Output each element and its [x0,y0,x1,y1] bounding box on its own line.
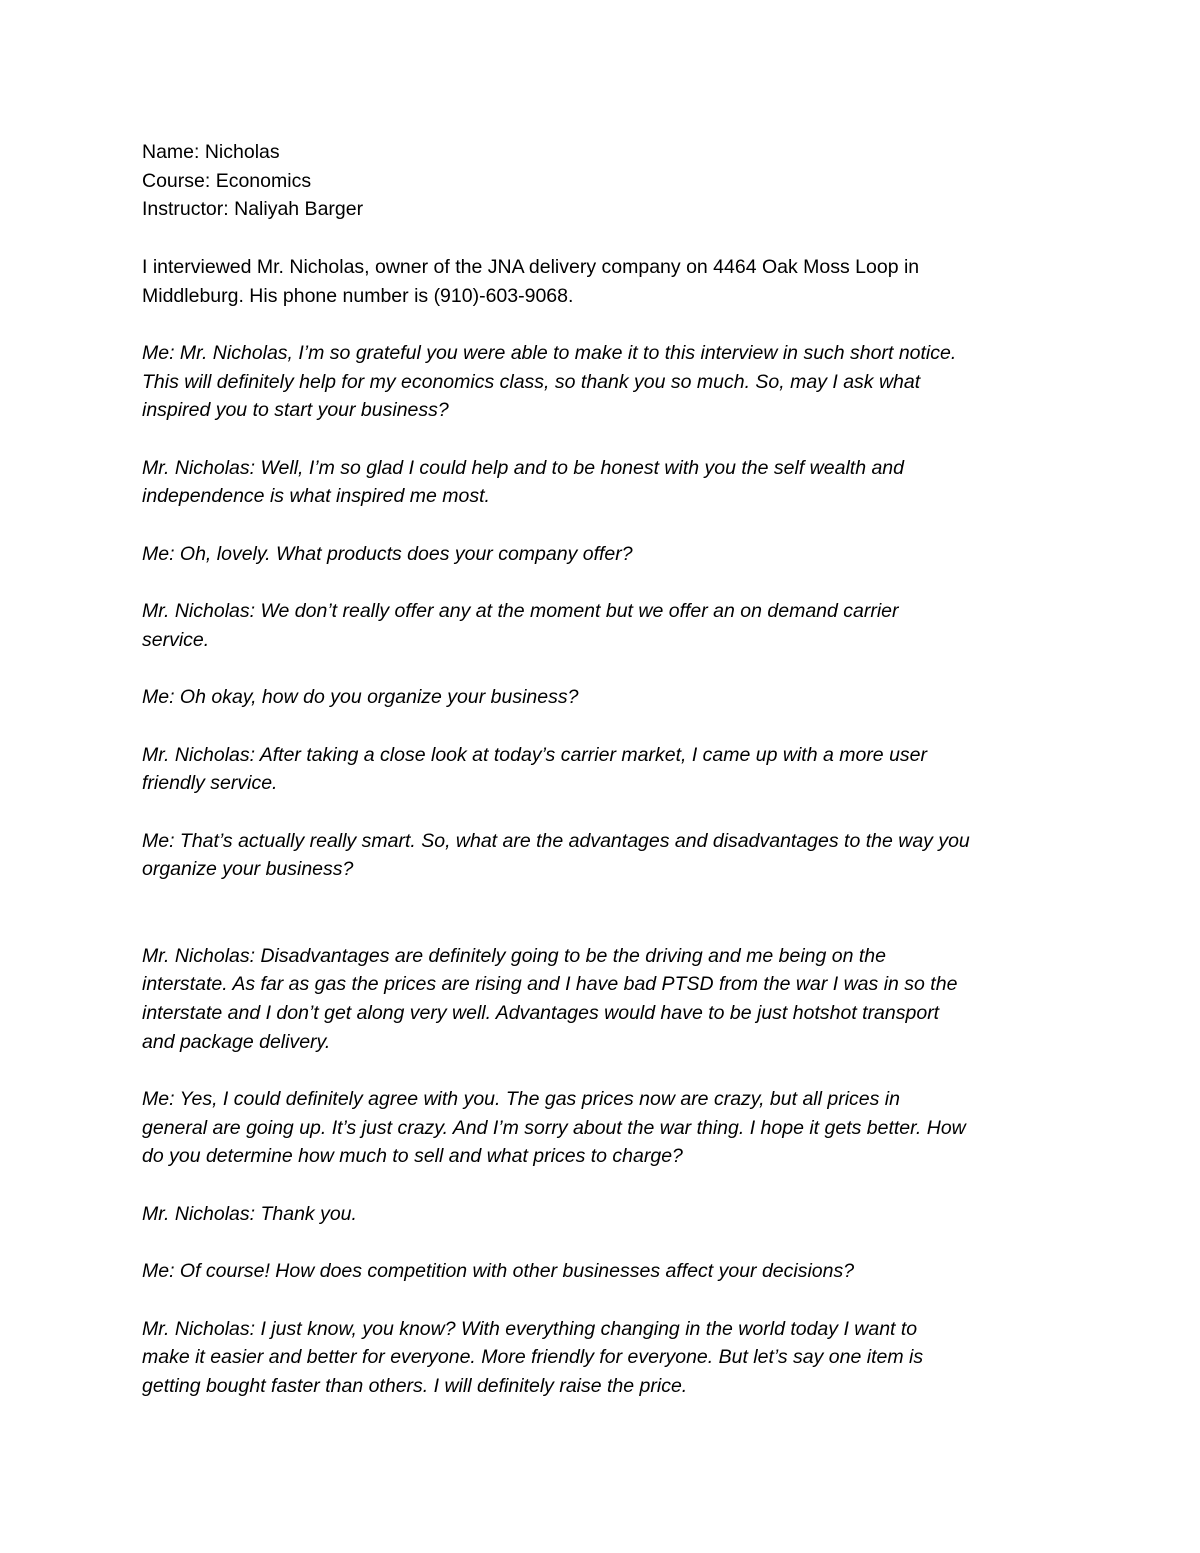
instructor-name: Instructor: Naliyah Barger [142,198,364,221]
dialogue-line: organize your business? [142,858,354,881]
dialogue-line: and package delivery. [142,1030,331,1053]
dialogue-line: interstate and I don’t get along very well. Advantages would have to be just hotshot transport [142,1001,940,1024]
intro-line: I interviewed Mr. Nicholas, owner of the JNA delivery company on 4464 Oak Moss Loop in [142,255,920,278]
dialogue-question-3 [142,683,1067,712]
dialogue-line: Mr. Nicholas: Well, I’m so glad I could help and to be honest with you the self wealth and [142,456,904,479]
dialogue-line: Me: Of course! How does competition with other businesses affect your decisions? [142,1260,855,1283]
dialogue-question-2 [142,540,1067,569]
dialogue-answer-1 [142,454,1067,511]
dialogue-answer-5 [142,1200,1067,1229]
dialogue-line: inspired you to start your business? [142,399,449,422]
dialogue-line: Mr. Nicholas: After taking a close look at today’s carrier market, I came up with a more user [142,743,927,766]
dialogue-question-1 [142,339,1067,425]
dialogue-line: service. [142,628,210,651]
dialogue-line: Mr. Nicholas: Thank you. [142,1202,357,1225]
dialogue-question-6 [142,1257,1067,1286]
dialogue-line: Mr. Nicholas: We don’t really offer any at the moment but we offer an on demand carrier [142,600,899,623]
dialogue-answer-6 [142,1315,1067,1401]
dialogue-line: Mr. Nicholas: Disadvantages are definitely going to be the driving and me being on the [142,944,886,967]
dialogue-line: Me: Mr. Nicholas, I’m so grateful you were able to make it to this interview in such short notice. [142,341,957,364]
dialogue-line: Me: Oh, lovely. What products does your company offer? [142,542,633,565]
course-name: Course: Economics [142,169,312,192]
dialogue-line: Me: That’s actually really smart. So, what are the advantages and disadvantages to the way you [142,829,970,852]
dialogue-line: Me: Yes, I could definitely agree with you. The gas prices now are crazy, but all prices in [142,1088,900,1111]
dialogue-line: Me: Oh okay, how do you organize your business? [142,686,579,709]
dialogue-line: interstate. As far as gas the prices are rising and I have bad PTSD from the war I was in so the [142,973,958,996]
student-name: Name: Nicholas [142,141,280,163]
dialogue-line: general are going up. It’s just crazy. And I’m sorry about the war thing. I hope it gets better. How [142,1116,966,1139]
dialogue-answer-2 [142,597,1067,654]
dialogue-line: friendly service. [142,772,278,795]
document-page [142,138,1067,1401]
dialogue-answer-4 [142,942,1067,1057]
dialogue-question-4 [142,827,1067,884]
dialogue-question-5 [142,1085,1067,1171]
dialogue-answer-3 [142,741,1067,798]
intro-paragraph [142,253,1067,310]
dialogue-line: Mr. Nicholas: I just know, you know? With everything changing in the world today I want to [142,1317,918,1340]
dialogue-line: make it easier and better for everyone. More friendly for everyone. But let’s say one item is [142,1346,924,1369]
header-block [142,138,1067,224]
intro-line: Middleburg. His phone number is (910)-603-9068. [142,284,574,307]
dialogue-line: do you determine how much to sell and what prices to charge? [142,1145,683,1168]
dialogue-line: getting bought faster than others. I will definitely raise the price. [142,1375,688,1398]
dialogue-line: independence is what inspired me most. [142,485,490,508]
dialogue-line: This will definitely help for my economics class, so thank you so much. So, may I ask what [142,370,921,393]
